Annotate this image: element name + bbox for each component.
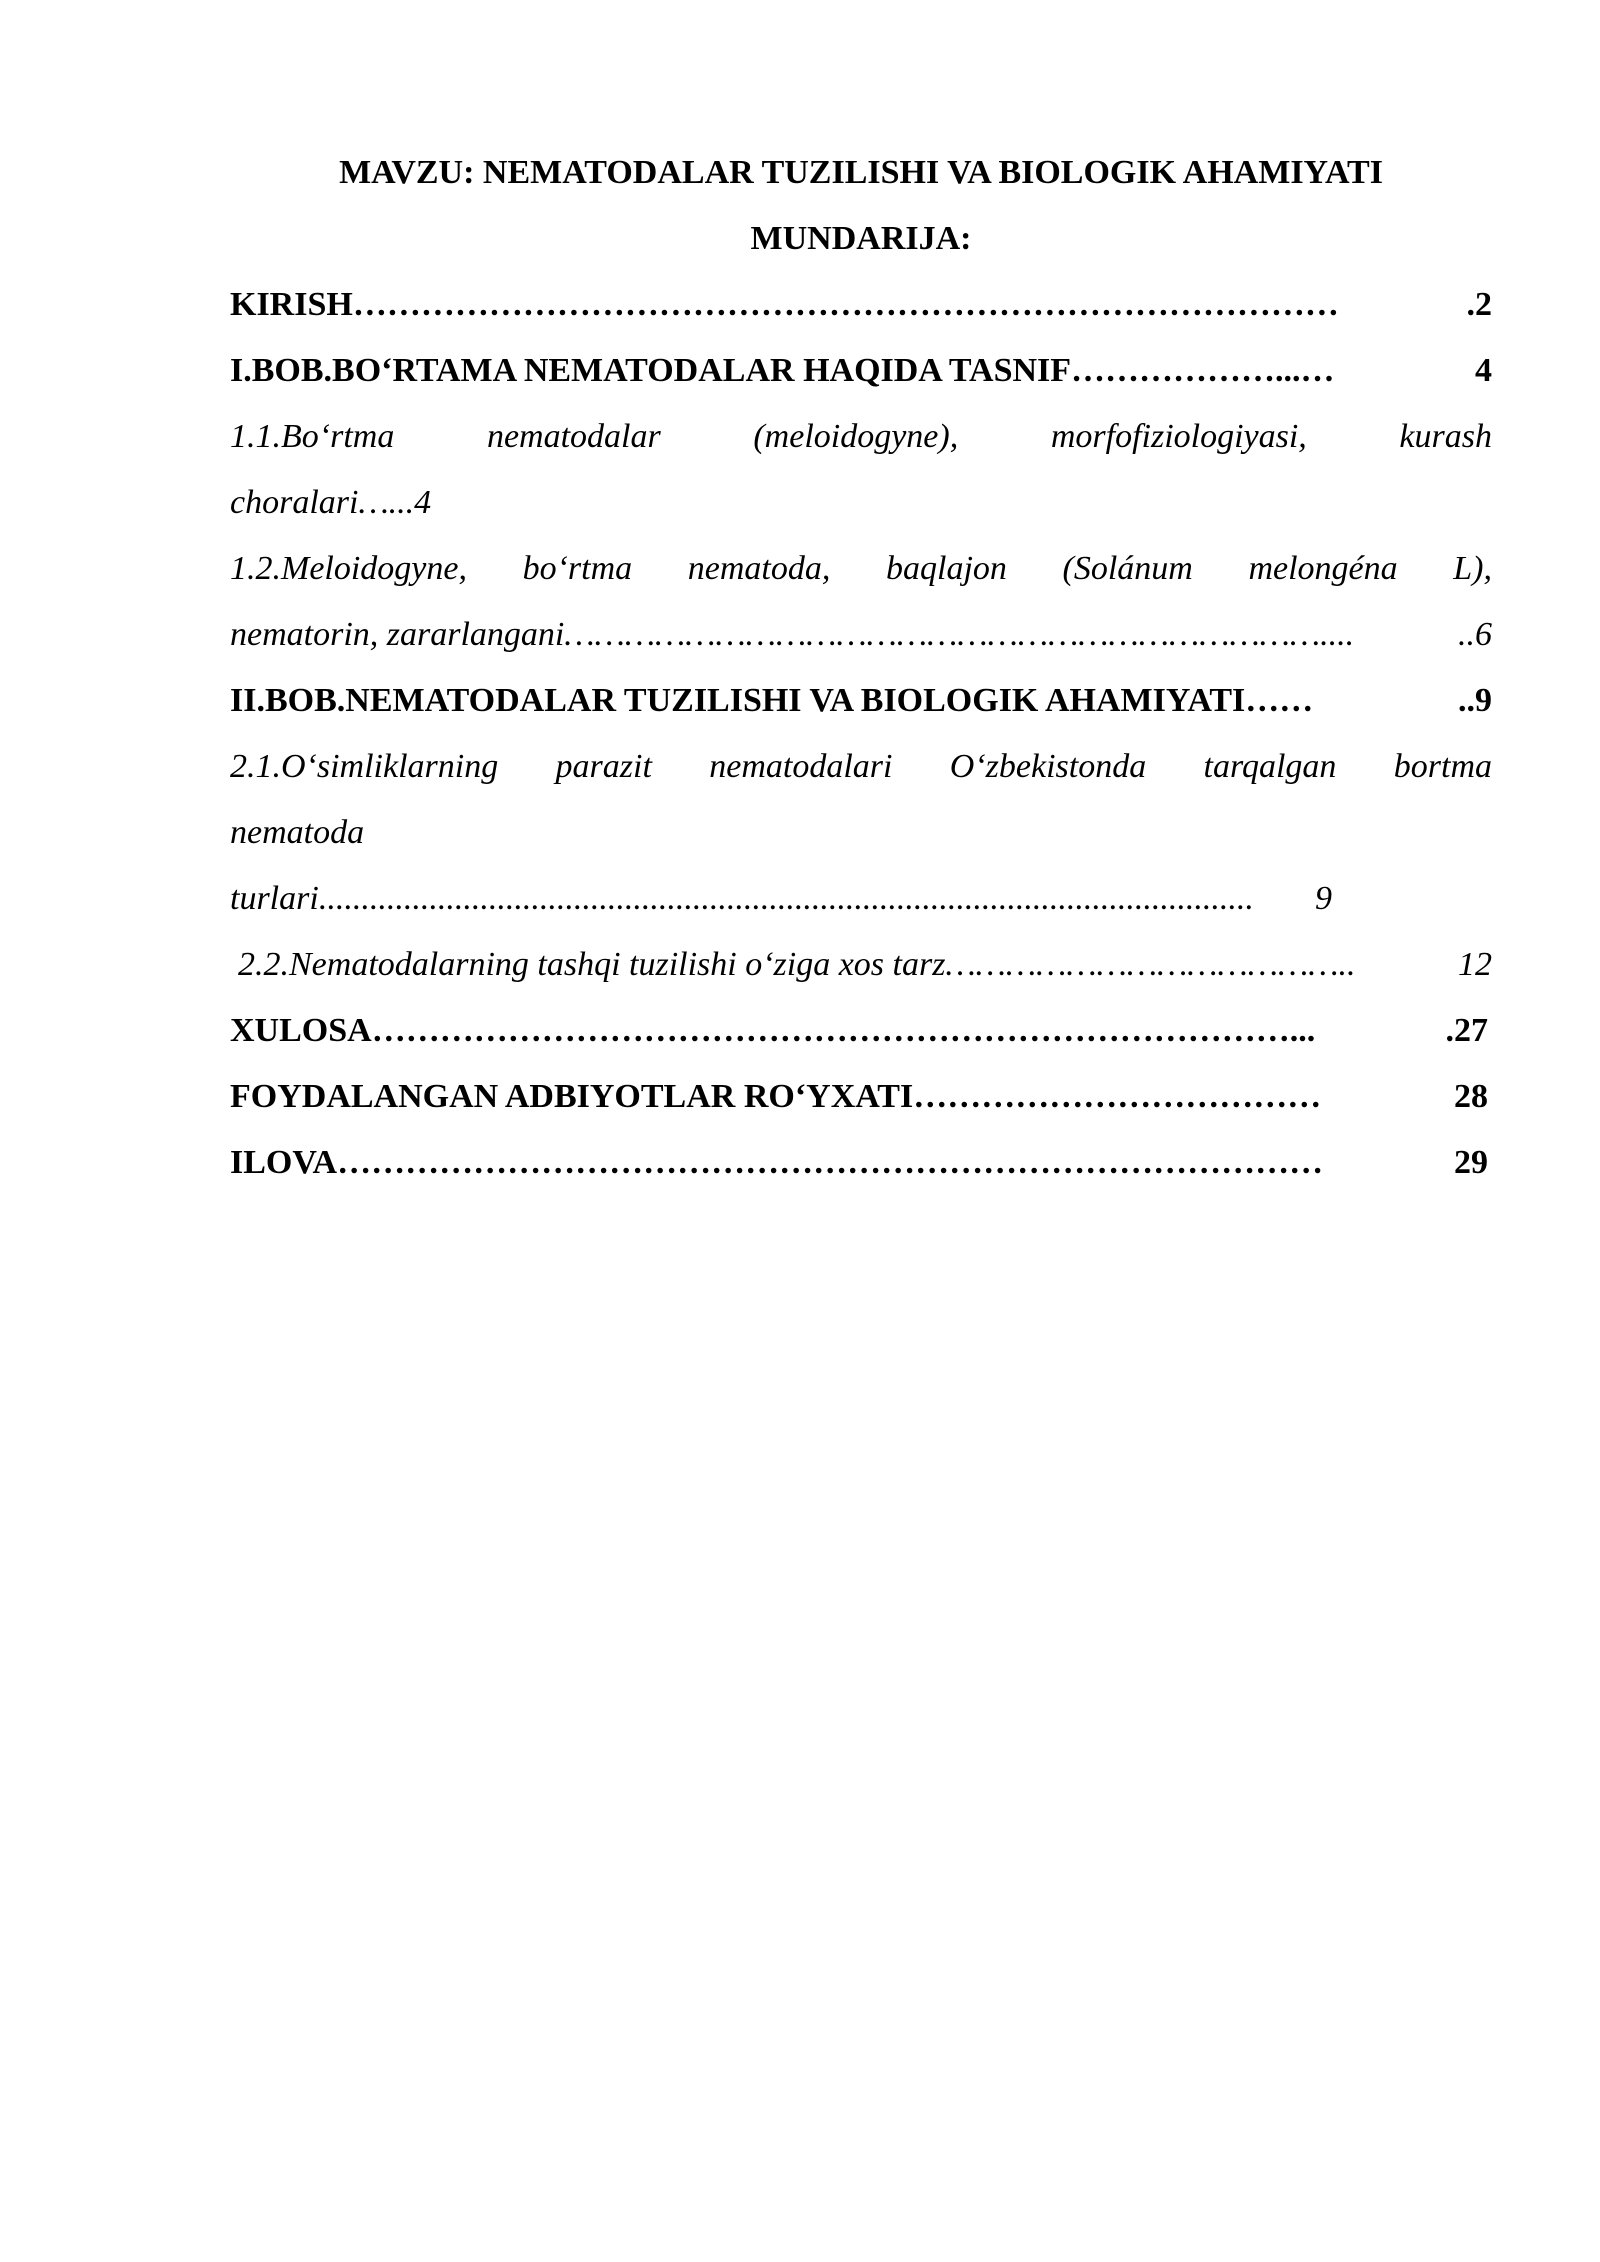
toc-leader-dots: ………………………………….. (945, 946, 1356, 983)
toc-leader-dots: .............................................................................................................. (318, 880, 1254, 917)
toc-entry-kirish[interactable] (230, 272, 1492, 338)
toc-leader-dots: ………………………………………………………………………... (371, 1012, 1316, 1049)
contents-heading: MUNDARIJA: (750, 220, 972, 257)
toc-entry-foydalangan[interactable] (230, 1064, 1488, 1130)
toc-entry-2-1-line1[interactable]: 2.1.O‘simliklarning parazit nematodalari O‘zbekistonda tarqalgan bortma (230, 748, 1492, 785)
document-title: MAVZU: NEMATODALAR TUZILISHI VA BIOLOGIK AHAMIYATI (339, 154, 1383, 191)
toc-entry-2-2[interactable] (230, 932, 1492, 998)
toc-entry-1-1-line1[interactable]: 1.1.Bo‘rtma nematodalar (meloidogyne), morfofiziologiyasi, kurash (230, 418, 1492, 455)
toc-entry-2-1-line2[interactable]: nematoda (230, 814, 365, 851)
toc-entry-label: XULOSA (230, 1012, 372, 1049)
toc-entry-1-2-line1[interactable]: 1.2.Meloidogyne, bo‘rtma nematoda, baqlajon (Solánum melongéna L), (230, 550, 1492, 587)
toc-entry-1-2-line2[interactable] (230, 602, 1492, 668)
toc-entry-label: 2.2.Nematodalarning tashqi tuzilishi o‘ziga xos tarz (238, 946, 946, 983)
toc-entry-bob1[interactable] (230, 338, 1492, 404)
toc-entry-label: nematorin, zararlangani (230, 616, 565, 653)
toc-page-number: 28 (1454, 1078, 1488, 1115)
toc-page-number: 12 (1458, 946, 1492, 983)
toc-page-number: .2 (1466, 286, 1492, 323)
toc-entry-label: II.BOB.NEMATODALAR TUZILISHI VA BIOLOGIK AHAMIYATI (230, 682, 1246, 719)
toc-leader-dots: ……………………………… (913, 1078, 1322, 1115)
toc-leader-dots: …………………………………………………………………………… (352, 286, 1339, 323)
toc-entry-label: KIRISH (230, 286, 353, 323)
toc-entry-label: I.BOB.BO‘RTAMA NEMATODALAR HAQIDA TASNIF (230, 352, 1072, 389)
document-page (230, 140, 1492, 1196)
toc-leader-dots: …… (1245, 682, 1314, 719)
toc-entry-label: FOYDALANGAN ADBIYOTLAR RO‘YXATI (230, 1078, 914, 1115)
toc-entry-xulosa[interactable] (230, 998, 1488, 1064)
toc-page-number: 4 (1475, 352, 1492, 389)
toc-entry-2-1-line3[interactable] (230, 866, 1332, 932)
toc-page-number: ..6 (1458, 616, 1492, 653)
toc-entry-bob2[interactable] (230, 668, 1492, 734)
toc-page-number: ..9 (1458, 682, 1492, 719)
toc-entry-ilova[interactable] (230, 1130, 1488, 1196)
toc-page-number: .27 (1445, 1012, 1488, 1049)
toc-page-number: 9 (1315, 880, 1332, 917)
toc-leader-dots: ………………………………………………………………….... (564, 616, 1355, 653)
toc-entry-1-1-line2[interactable]: choralari…...4 (230, 484, 432, 521)
toc-page-number: 29 (1454, 1144, 1488, 1181)
toc-leader-dots: ………………...… (1071, 352, 1335, 389)
toc-entry-label: ILOVA (230, 1144, 338, 1181)
toc-entry-label: turlari (230, 880, 319, 917)
toc-leader-dots: …………………………………………………………………………… (337, 1144, 1324, 1181)
